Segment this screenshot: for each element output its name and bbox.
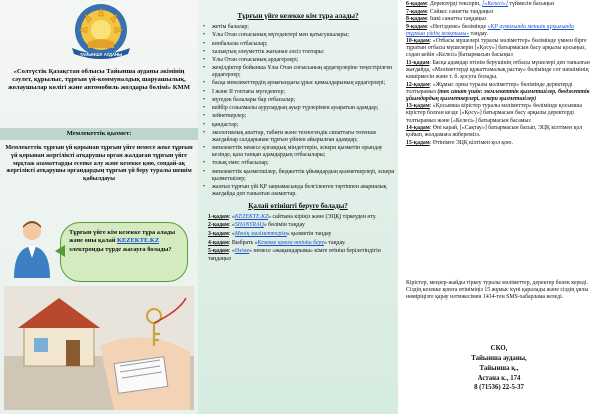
right-panel (398, 0, 599, 414)
step-text: : Басқа адамдар өтінім берушінің отбасы мүшелері деп танылған жағдайда, «Мәліметтерді құжаттамалық растау» бөлімінде сот шешімінің көшірмесін және т. б. қосуға болады. (406, 60, 590, 81)
step-label: 7-қадам (406, 8, 427, 15)
org-title: «Солтүстік Қазақстан облысы Тайынша ауданы әкімінің сәулет, құрылыс, тұрғын үй-коммуналдық шаруашылық, жолаушылар көлігі және автомобиль жолдары бөлімі» КММ (8, 68, 190, 91)
logo-text: ТАЙЫНША АУДАНЫ (79, 52, 123, 57)
apply-step (406, 82, 592, 103)
step-text-tail: » қызметін таңдау (286, 231, 332, 238)
contact-line: 8 (71536) 22-5-37 (474, 384, 524, 392)
step-label: 14-қадам (406, 125, 430, 132)
step-label: 11-қадам (406, 60, 430, 66)
eligible-item: • мемлекеттік қызметшілер, бюджеттік ұйымдардың қызметкерлері, әскери қызметшілер; (212, 169, 398, 183)
left-panel (0, 0, 198, 414)
taiynsha-logo (68, 2, 134, 62)
step-text-tail: » сайтына кіріңіз және (ЭЦҚ) тіркеуден өту. (268, 213, 377, 220)
eligible-item: • зейнеткерлер; (212, 113, 398, 120)
contact-line: Тайынша ауданы, (471, 354, 527, 362)
step-text: : Деректерді тексеріп, (426, 1, 483, 7)
step-label: 6-қадам (406, 1, 427, 7)
bubble-text-end: электронды түрде жасауға болады? (69, 245, 172, 253)
step-text: : « (228, 222, 235, 229)
apply-steps-continued (406, 1, 592, 147)
how-to-apply-heading: Қалай өтінішті беруге болады? (248, 201, 348, 210)
eligible-item: • жеңілдіктер бойынша Ұлы Отан соғысының ардагерлеріне теңестірілген ардагерлер; (212, 65, 398, 79)
apply-step (208, 214, 394, 221)
eligible-item: • жетім балалар; (212, 24, 398, 31)
step-link[interactable]: KEZEKTE.KZ (234, 213, 269, 220)
eligible-item: • кейбір созылмалы аурулардың ауыр түрлерімен ауыратын адамдар; (212, 105, 398, 112)
apply-step (406, 140, 592, 147)
eligible-item: • көпбалалы отбасылар; (212, 41, 398, 48)
apply-step (406, 38, 592, 59)
step-link[interactable]: Кезекке қоюға өтініш беру (257, 239, 325, 246)
eligible-item: • Ұлы Отан соғысының ардагерлері; (212, 57, 398, 64)
apply-step (406, 9, 592, 16)
step-label: 8-қадам (406, 16, 427, 23)
apply-step (406, 1, 592, 8)
step-link: «ҚР аумағында меншік құқығында тұрғын үйдің жоқтығы» (406, 23, 574, 37)
step-label: 9-қадам (406, 23, 427, 30)
step-text: : «Жұмыс орны туралы мәліметтер» бөлімінде деректерді толтырамыз (406, 81, 573, 95)
step-label: 3-қадам (208, 231, 229, 238)
step-link[interactable]: SHANYRAQ (234, 222, 264, 229)
eligible-list (198, 24, 398, 198)
step-label: 10-қадам (406, 38, 430, 45)
kezekte-question-bubble (60, 222, 188, 282)
step-text: : « (228, 213, 235, 220)
apply-step (406, 103, 592, 124)
step-text: : Сәйкес санатты таңдаңыз (426, 8, 494, 15)
eligible-item: • қандастар; (212, 122, 398, 129)
step-text: : Өтінімге ЭЦҚ кілтімен қол қою. (429, 139, 513, 146)
contact-line: СКО, (490, 345, 508, 352)
apply-step (406, 125, 592, 139)
eligible-item: • жалғыз тұрғын үйі ҚР заңнамасында белгіленген тәртіппен авариялық жағдайда деп танылған азаматтар. (212, 184, 398, 198)
apply-step (406, 16, 592, 23)
step-text-tail: » бөлімін таңдау (263, 222, 305, 229)
step-text-tail: » немесе «жақындарыма» кімге өтініш берілетіндігін таңдаңыз (208, 248, 381, 262)
apply-step (208, 222, 394, 229)
contact-line: Астана к., 174 (477, 374, 521, 382)
step-label: 1-қадам (208, 213, 229, 220)
step-label: 12-қадам (406, 81, 430, 88)
step-text: : «Негіздеме» бөлімінде (426, 23, 488, 30)
kezekte-link[interactable]: KEZEKTE.KZ (117, 237, 160, 245)
contact-block (406, 344, 592, 393)
apply-step (208, 248, 394, 262)
step-text: : Өні карай, [«Сақтау»] батырмасын басып, ЭЦҚ кілтімен қол қойып, жолдамаға жіберемізз. (406, 125, 583, 139)
eligible-item: • Ұлы Отан соғысының мүгедектері мен қатысушылары; (212, 32, 398, 39)
step-text-tail: таңдау. (469, 30, 488, 37)
service-heading: Мемлекеттік қызмет: (0, 128, 198, 140)
eligible-item: • мемлекеттік немесе қоғамдық міндеттерін, әскери қызметін орындау кезінде, қаза тапқан адамдардың отбасылары; (212, 145, 398, 159)
step-label: 2-қадам (208, 222, 229, 229)
apply-step (208, 231, 394, 238)
apply-step (406, 60, 592, 81)
step-link[interactable]: Өзіме (234, 248, 250, 255)
step-label: 4-қадам (208, 239, 229, 246)
step-text: : « (228, 231, 235, 238)
contact-line: Тайынша қ., (479, 364, 519, 372)
service-description: Мемлекеттік тұрғын үй қорынан тұрғын үйге немесе жеке тұрғын үй қорынан жергілікті атқарушы орган жалдаған тұрғын үйге мұқтаж азаматтарды есепке алу және кезекке қою, сондай-ақ жергілікті атқарушы органдардың тұрғын үй беру туралы шешім қабылдауы (5, 144, 193, 182)
step-text-tail: » таңдау. (324, 239, 346, 246)
step-emphasis: (тек санат үшін: мемлекеттік қызметшілер, бюджеттік ұйымдардың қызметкерлері, әскери қызметшілер) (406, 88, 590, 102)
apply-step (208, 240, 394, 247)
house-keys-photo (4, 286, 194, 410)
step-link[interactable]: Менің мәліметтерім (234, 231, 287, 238)
apply-step (406, 24, 592, 38)
review-note: Кірістер, меңзер-жайды тіркеу туралы мәліметтер, деректер бөлек кереді. Сіздің кезекке қоюға өтініміңіз 15 жұмыс күні қаралады және сіздің ұялы нөміріңізге қарау нәтижесімен 1414-тен SMS-хабарлама келеді. (406, 280, 589, 301)
step-label: 5-қадам (208, 248, 229, 255)
middle-panel (198, 0, 398, 414)
step-link: [«Келесі»] (482, 1, 508, 7)
eligible-item: • мүгедек балалары бар отбасылар; (212, 97, 398, 104)
step-text-tail: түймесін басыңыз (507, 1, 555, 7)
step-text: : « (228, 248, 235, 255)
step-text: : «Отбасы мүшелері туралы мәліметтер» бөлімінде үмнен бірге тұратын отбасы мүшелерін [«Қосу»] батырмасын басу арқылы қосыңыз, содан кейін «Келесі»]батырмасын басыңыз (406, 38, 587, 59)
step-text: : Ішкі санатты таңдаңыз (426, 16, 487, 23)
step-label: 13-қадам (406, 103, 430, 110)
bubble-text-start: Тұрғын үйге кім кезекке тұра алады және оны қалай (69, 229, 176, 245)
eligible-item: • I және II топтағы мүгедектер; (212, 89, 398, 96)
eligible-item: • халықтың әлеуметтік жағынан әлсіз топтары: (212, 49, 398, 56)
step-text: : «Қосымша кірістер туралы мәліметтер» бөлімінде қосымша кірістер болған кезде [«Қосу»] батырмасын басу арқылы деректерді толтырамыз және [«Келесі»] батырмасын басамыз (406, 103, 582, 124)
apply-steps (198, 214, 398, 263)
who-can-queue-heading: Тұрғын үйге кезекке кім тұра алады? (237, 12, 359, 20)
eligible-item: • экологиялық апаттар, табиғи және техногендік сипаттағы төтенше жағдайлар салдарынан тұрғын үйінен айырылған адамдар; (212, 130, 398, 144)
eligible-item: • басқа мемлекеттердің аумағындағы ұрыс қимылдарының ардагерлері; (212, 80, 398, 87)
step-text: : Выбрать « (228, 239, 258, 246)
step-label: 15-қадам (406, 139, 430, 146)
eligible-item: • толық емес отбасылар; (212, 160, 398, 167)
